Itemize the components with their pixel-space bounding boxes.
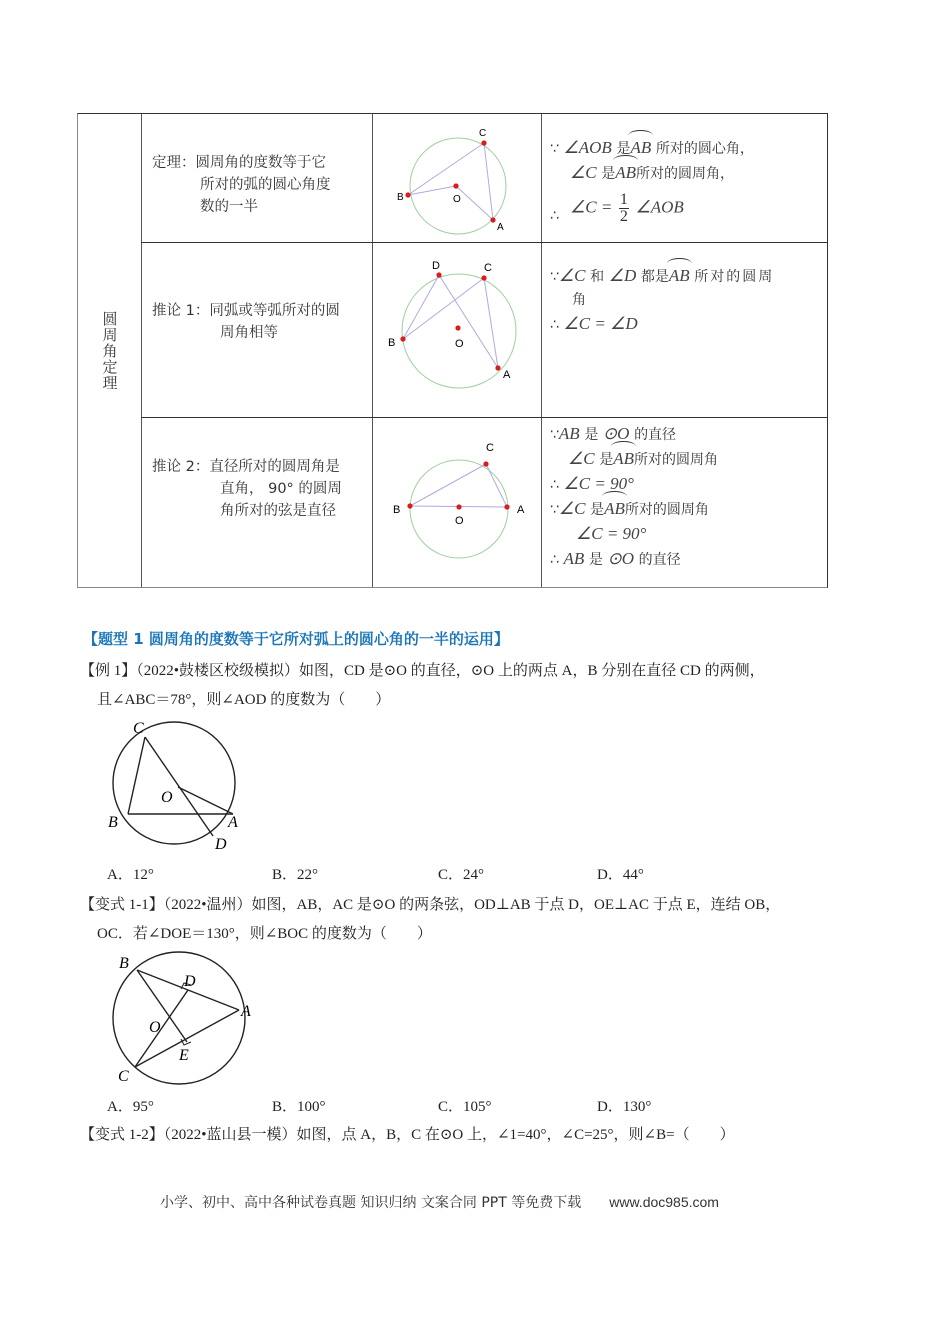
page-footer <box>160 1192 719 1212</box>
statement-line: 推论 1：同弧或等弧所对的圆 <box>152 303 340 319</box>
section-heading: 【题型 1 圆周角的度数等于它所对弧上的圆心角的一半的运用】 <box>83 630 509 648</box>
table-divider <box>141 417 827 418</box>
footer-link[interactable]: www.doc985.com <box>609 1194 719 1210</box>
corollary1-proof: ∵∠C 和 ∠D 都是AB 所对的圆周 角 ∴ ∠C = ∠D <box>550 266 775 333</box>
figure-corollary1 <box>376 249 536 414</box>
svg-text:O: O <box>149 1019 161 1036</box>
example1-question: 【例 1】（2022•鼓楼区校级模拟）如图，CD 是⊙O 的直径，⊙O 上的两点 A，B 分别在直径 CD 的两侧， <box>80 663 765 679</box>
svg-text:B: B <box>119 955 129 972</box>
corollary2-statement <box>152 456 342 522</box>
statement-line: 推论 2：直径所对的圆周角是 <box>152 459 340 475</box>
statement-line: 直角， 90° 的圆周 <box>220 481 342 497</box>
theorem-proof: ∵ ∠AOB 是AB 所对的圆心角， ∠C 是AB所对的圆周角， ∠C = $\frac{1}{2}$ ∠AOB ∴ <box>550 138 754 225</box>
option-b[interactable]: B．22° <box>272 867 319 883</box>
svg-text:B: B <box>393 504 401 516</box>
option-a[interactable]: A．95° <box>107 1099 154 1115</box>
figure-corollary2 <box>376 424 536 584</box>
svg-text:C: C <box>486 442 494 454</box>
option-c[interactable]: C．105° <box>438 1099 492 1115</box>
svg-text:C: C <box>479 128 487 139</box>
example1-figure <box>100 718 250 853</box>
side-label-text: 圆周角定理 <box>100 310 119 391</box>
svg-text:D: D <box>215 836 227 853</box>
svg-text:A: A <box>228 814 238 831</box>
corollary1-statement <box>152 300 340 344</box>
example1-question-cont: 且∠ABC＝78°，则∠AOD 的度数为（ ） <box>97 692 391 708</box>
statement-line: 定理：圆周角的度数等于它 <box>152 155 326 171</box>
svg-text:A: A <box>497 222 504 233</box>
variant1-1-question: 【变式 1-1】（2022•温州）如图，AB，AC 是⊙O 的两条弦，OD⊥AB 于点 D，OE⊥AC 于点 E，连结 OB， <box>80 897 781 913</box>
variant1-1-question-cont: OC．若∠DOE＝130°，则∠BOC 的度数为（ ） <box>97 926 432 942</box>
option-d[interactable]: D．44° <box>597 867 644 883</box>
option-c[interactable]: C．24° <box>438 867 485 883</box>
svg-text:E: E <box>179 1047 189 1064</box>
statement-line: 角所对的弦是直径 <box>220 503 336 519</box>
svg-text:B: B <box>397 192 404 203</box>
statement-line: 数的一半 <box>200 199 258 215</box>
svg-text:B: B <box>108 814 118 831</box>
variant1-2-question: 【变式 1-2】（2022•蓝山县一模）如图，点 A，B，C 在⊙O 上，∠1=40°，∠C=25°，则∠B=（ ） <box>80 1127 735 1143</box>
table-divider <box>141 242 827 243</box>
statement-line: 周角相等 <box>220 325 278 341</box>
footer-text: 小学、初中、高中各种试卷真题 知识归纳 文案合同 PPT 等免费下载 <box>160 1195 582 1211</box>
table-divider <box>372 114 373 587</box>
option-b[interactable]: B．100° <box>272 1099 326 1115</box>
svg-text:C: C <box>133 720 144 737</box>
theorem-statement <box>152 152 331 218</box>
option-d[interactable]: D．130° <box>597 1099 652 1115</box>
variant1-1-figure <box>100 948 265 1088</box>
svg-text:D: D <box>432 260 440 272</box>
svg-text:C: C <box>484 262 492 274</box>
figure-theorem <box>376 122 536 240</box>
statement-line: 所对的弧的圆心角度 <box>200 177 331 193</box>
svg-text:O: O <box>455 515 464 527</box>
corollary2-proof: ∵AB 是 ⊙O 的直径 ∠C 是AB所对的圆周角 ∴ ∠C = 90° ∵∠C 是AB所对的圆周角 ∠C = 90° ∴ AB 是 ⊙O 的直径 <box>550 424 718 568</box>
svg-text:O: O <box>453 194 461 205</box>
theorem-table <box>77 113 828 588</box>
svg-text:A: A <box>241 1003 251 1020</box>
table-divider <box>541 114 542 587</box>
svg-text:B: B <box>388 337 396 349</box>
svg-text:D: D <box>184 973 196 990</box>
svg-text:O: O <box>161 789 173 806</box>
side-label <box>78 114 142 587</box>
svg-text:A: A <box>503 369 511 381</box>
svg-text:A: A <box>517 504 525 516</box>
svg-text:C: C <box>118 1068 129 1085</box>
option-a[interactable]: A．12° <box>107 867 154 883</box>
svg-text:O: O <box>455 338 464 350</box>
